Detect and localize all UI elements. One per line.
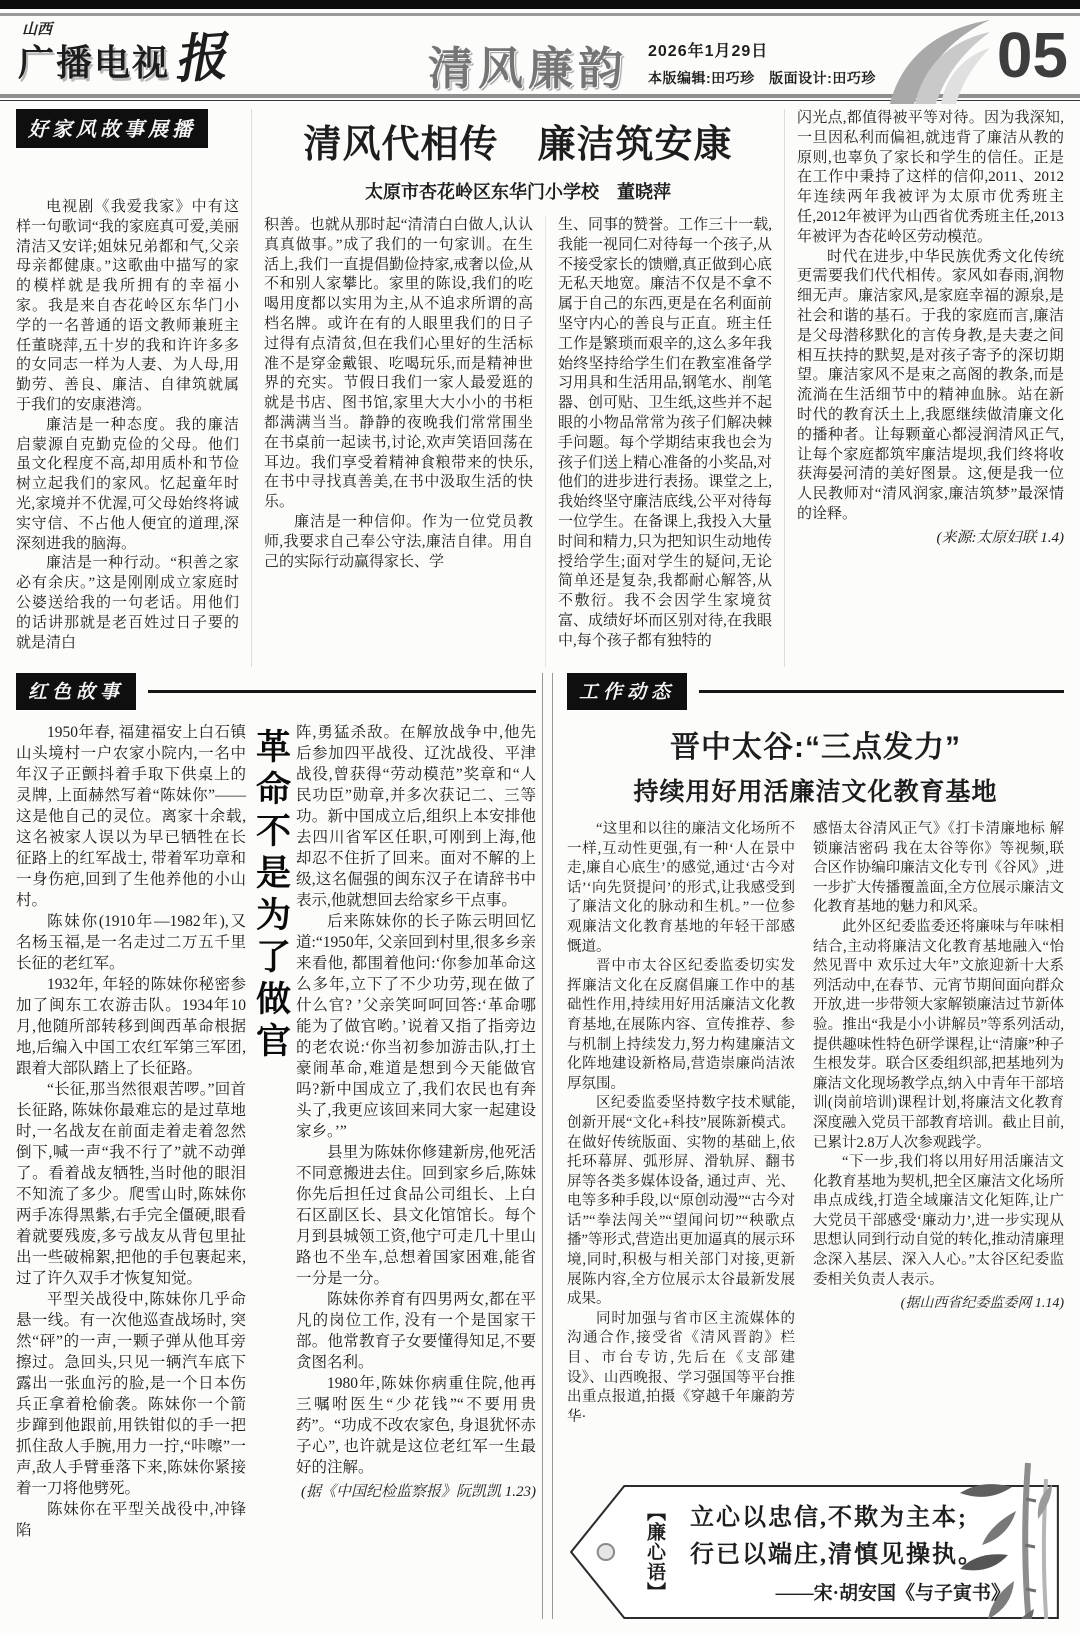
paragraph: 同时加强与省市区主流媒体的沟通合作,接受省《清风晋韵》栏目、市台专访,先后在《支部建设》、山西晚报、学习强国等平台推出重点报道,拍摄《穿越千年廉韵芳华· [567, 1310, 795, 1425]
paragraph: 1980年,陈妹你病重住院,他再三嘱咐医生“少花钱”“不要用贵药”。“功成不改农家色, 身退犹怀赤子心”, 也许就是这位老红军一生最好的注解。 [296, 1375, 536, 1476]
red-story-column-1 [16, 722, 246, 1602]
page-number: 05 [996, 19, 1068, 91]
family-intro-column [16, 109, 252, 667]
section-title: 清风廉韵 [428, 44, 629, 94]
logo-region-text: 山西 [22, 22, 53, 38]
work-news-headline [567, 722, 1064, 808]
work-headline-line1: 晋中太谷:“三点发力” [670, 731, 961, 764]
quote-line-2: 行已以端庄,清慎见操执。 [690, 1541, 984, 1568]
tag-hole-icon [598, 1544, 614, 1560]
vertical-headline-strip [246, 722, 296, 1602]
family-article-middle [252, 109, 784, 667]
article-source: (来源:太原妇联 1.4) [936, 529, 1064, 546]
red-story-vertical-headline: 革命不是为了做官 [251, 728, 291, 1064]
red-story-rule [148, 690, 536, 693]
work-news-badge: 工作动态 [567, 673, 687, 710]
article-title: 清风代相传 廉洁筑安康 [303, 124, 733, 166]
paragraph: 廉洁是一种信仰。作为一位党员教师,我要求自己奉公守法,廉洁自律。用自己的实际行动赢得家长、学 [264, 513, 533, 570]
page-corner-swoosh [852, 20, 992, 104]
paragraph: 生、同事的赞誉。工作三十一载,我能一视同仁对待每一个孩子,从不接受家长的馈赠,真正做到心底无私天地宽。廉洁不仅是不拿不属于自己的东西,更是在名利面前坚守内心的善良与正直。班主任工作是繁琐而艰辛的,这么多年我始终坚持给学生们在教室准备学习用具和生活用品,钢笔水、削笔器、创可贴、卫生纸,这些并不起眼的小物品常常为孩子们解决棘手问题。每个学期结束我也会为孩子们送上精心准备的小奖品,对他们的进步进行表扬。课堂之上,我始终坚守廉洁底线,公平对待每一位学生。在备课上,我投入大量时间和精力,只为把知识生动地传授给学生;面对学生的疑问,无论简单还是复杂,我都耐心解答,从不敷衍。我不会因学生家境贫富、成绩好坏而区别对待,在我眼中,每个孩子都有独特的 [558, 217, 772, 649]
paragraph: 1932年, 年轻的陈妹你秘密参加了闽东工农游击队。1934年10月,他随所部转移到闽西革命根据地,后编入中国工农红军第三军团,跟着大部队踏上了长征路。 [16, 976, 246, 1077]
paragraph: 电视剧《我爱我家》中有这样一句歌词“我的家庭真可爱,美丽清洁又安详;姐妹兄弟都和气,父亲母亲都健康。”这歌曲中描写的家的模样就是我所拥有的幸福小家。我是来自杏花岭区东华门小学的一名普通的语文教师兼班主任董晓萍,五十岁的我和许许多多的女同志一样为人妻、为人母,用勤劳、善良、廉洁、自律筑就属于我们的安康港湾。 [16, 199, 239, 413]
red-story-badge: 红色故事 [16, 673, 136, 710]
date-block [648, 38, 876, 88]
article-column-3 [784, 109, 1064, 667]
paragraph: 区纪委监委坚持数字技术赋能,创新开展“文化+科技”展陈新模式。在做好传统版面、实物的基础上,依托环幕屏、弧形屏、滑轨屏、翻书屏等各类多媒体设备, 通过声、光、电等多种手段,以“原创动漫”“古今对话”“拳法闯关”“望闻问切”“秧歌点播”等形式,营造出更加逼真的展示环境,同时,积极与相关部门对接,更新展陈内容,全方位展示太谷最新发展成果。 [567, 1095, 795, 1308]
paragraph: 此外区纪委监委还将廉味与年味相结合,主动将廉洁文化教育基地融入“怡然见晋中 欢乐过大年”文旅迎新十大系列活动中,在春节、元宵节期间面向群众开放,进一步带领大家解锁廉洁过节新体验。推出“我是小小讲解员”等系列活动, 提供趣味性特色研学课程,让“清廉”种子生根发芽。联合区委组织部,把基地列为廉洁文化现场教学点,纳入中青年干部培训(岗前培训)课程计划,将廉洁文化教育深度融入党员干部教育培训。截止目前, 已累计2.8万人次参观践学。 [813, 918, 1064, 1151]
quote-line-1: 立心以忠信,不欺为主本; [690, 1504, 968, 1531]
family-story-badge: 好家风故事展播 [16, 109, 208, 148]
article-column-2 [546, 216, 772, 667]
quote-attribution: ——宋·胡安国《与子寅书》 [775, 1582, 1010, 1604]
paragraph: 积善。也就从那时起“清清白白做人,认认真真做事。”成了我们的一句家训。在生活上,我们一直提倡勤俭持家,戒奢以俭,从不和别人家攀比。家里的陈设,我们的吃喝用度都以实用为主,从不追求所谓的高档名牌。或许在有的人眼里我们的日子过得有点清贫,但在我们心里好的生活标准不是穿金戴银、吃喝玩乐,而是精神世界的充实。节假日我们一家人最爱逛的就是书店、图书馆,家里大大小小的书柜都满满当当。静静的夜晚我们常常围坐在书桌前一起读书,讨论,欢声笑语回荡在耳边。我们享受着精神食粮带来的快乐,在书中寻找真善美,在书中汲取生活的快乐。 [264, 217, 533, 511]
paragraph: 1950年春, 福建福安上白石镇山头境村一户农家小院内,一名中年汉子正颤抖着手取下供桌上的灵牌, 上面赫然写着“陈妹你”——这是他自己的灵位。离家十余载,这名被家人误以为早已牺牲在长征路上的红军战士, 带着军功章和一身伤疤,回到了生他养他的小山村。 [16, 724, 246, 909]
logo-brand-text: 广播电视 [18, 41, 171, 83]
red-story-source: (据《中国纪检监察报》阮凯凯 1.23) [301, 1484, 536, 1500]
logo-brand-suffix: 报 [172, 29, 228, 90]
family-story-section [0, 101, 1080, 667]
article-byline: 太原市杏花岭区东华门小学校 董晓萍 [365, 182, 671, 202]
red-story-section [16, 673, 536, 1619]
section-divider [542, 673, 553, 1619]
top-black-bar [0, 0, 1080, 9]
paragraph: 平型关战役中,陈妹你几乎命悬一线。有一次他巡查战场时, 突然“砰”的一声,一颗子弹从他耳旁擦过。急回头,只见一辆汽车底下露出一张血污的脸,是一个日本伤兵正拿着枪偷袭。陈妹你一个箭步蹿到他跟前,用铁钳似的手一把抓住敌人手腕,用力一拧,“咔嚓”一声,敌人手臂垂落下来,陈妹你紧接着一刀将他劈死。 [16, 1291, 246, 1497]
work-news-column-2 [805, 820, 1064, 1455]
paragraph: 廉洁是一种行动。“积善之家必有余庆。”这是刚刚成立家庭时公婆送给我的一句老话。用他们的话讲那就是老百姓过日子要的就是清白 [16, 555, 239, 651]
paragraph: 感悟太谷清风正气》《打卡清廉地标 解锁廉洁密码 我在太谷等你》等视频,联合区作协编印廉洁文化专刊《谷风》,进一步扩大传播覆盖面,全方位展示廉洁文化教育基地的魅力和风采。 [813, 821, 1064, 916]
work-news-section [559, 673, 1064, 1619]
paragraph: 廉洁是一种态度。我的廉洁启蒙源自克勤克俭的父母。他们虽文化程度不高,却用质朴和节俭树立起我们的家风。忆起童年时光,家境并不优渥,可父母始终将诚实守信、不占他人便宜的道理,深深刻进我的脑海。 [16, 416, 239, 552]
bottom-sections [0, 667, 1080, 1619]
article-column-1 [264, 216, 546, 667]
work-news-rule [699, 690, 1064, 693]
paragraph: “长征,那当然很艰苦啰。”回首长征路, 陈妹你最难忘的是过草地时,一名战友在前面走着走着忽然倒下,喊一声“我不行了”就不动弹了。看着战友牺牲,当时他的眼泪不知流了多少。爬雪山时,陈妹你两手冻得黑紫,右手完全僵硬,眼看着就要残废,多亏战友从背包里扯出一些破棉絮,把他的手包裹起来,过了许久双手才恢复知觉。 [16, 1081, 246, 1287]
paragraph: 时代在进步,中华民族优秀文化传统更需要我们代代相传。家风如春雨,润物细无声。廉洁家风,是家庭幸福的源泉,是社会和谐的基石。于我的家庭而言,廉洁是父母潜移默化的言传身教,是夫妻之间相互扶持的默契,是对孩子寄予的深切期望。廉洁家风不是束之高阁的教条,而是流淌在生活细节中的精神血脉。站在新时代的教育沃土上,我愿继续做清廉文化的播种者。让每颗童心都浸润清风正气,让每个家庭都筑牢廉洁堤坝,我们终将收获海晏河清的美好图景。这,便是我一位人民教师对“清风润家,廉洁筑梦”最深情的诠释。 [797, 248, 1064, 522]
quote-label: 【廉心语】 [644, 1502, 665, 1603]
paragraph: 陈妹你在平型关战役中,冲锋陷 [16, 1501, 246, 1539]
family-intro-paragraphs [16, 198, 239, 653]
paragraph: 晋中市太谷区纪委监委切实发挥廉洁文化在反腐倡廉工作中的基础性作用,持续用好用活廉洁文化教育基地,在展陈内容、宣传推荐、参与机制上持续发力,努力构建廉洁文化阵地建设新格局,营造崇廉尚洁浓厚氛围。 [567, 958, 795, 1092]
paragraph: 县里为陈妹你修建新房,他死活不同意搬进去住。回到家乡后,陈妹你先后担任过食品公司组长、上白石区副区长、县文化馆馆长。每个月到县城领工资,他宁可走几十里山路也不坐车,总想着国家困难,能省一分是一分。 [296, 1144, 536, 1287]
paragraph: “下一步,我们将以用好用活廉洁文化教育基地为契机,把全区廉洁文化场所串点成线,打造全域廉洁文化矩阵,让广大党员干部感受‘廉动力’,进一步实现从思想认同到行动自觉的转化,推动清廉理念深入基层、深入人心。”太谷区纪委监委相关负责人表示。 [813, 1154, 1064, 1288]
masthead-logo [18, 18, 268, 90]
work-headline-line2: 持续用好用活廉洁文化教育基地 [633, 778, 998, 806]
paragraph: 后来陈妹你的长子陈云明回忆道:“1950年, 父亲回到村里,很多乡亲来看他, 都围着他问:‘你参加革命这么多年,立下了不少功劳,现在做了什么官? ’父亲笑呵呵回答:‘革命哪能为了做官哟。’说着又指了指旁边的老农说:‘你当初参加游击队,打土豪闹革命,难道是想到今天能做官吗?新中国成立了,我们农民也有奔头了,我更应该回来同大家一起建设家乡。’” [296, 913, 536, 1140]
work-news-source: (据山西省纪委监委网 1.14) [900, 1296, 1064, 1312]
paragraph: 阵,勇猛杀敌。在解放战争中,他先后参加四平战役、辽沈战役、平津战役,曾获得“劳动模范”奖章和“人民功臣”勋章,并多次获记二、三等功。新中国成立后,组织上本安排他去四川省军区任职,可刚到上海,他却忍不住折了回来。面对不解的上级,这名倔强的闽东汉子在请辞书中表示,他就想回去给家乡干点事。 [296, 724, 536, 909]
paragraph: 闪光点,都值得被平等对待。因为我深知,一旦因私利而偏袒,就违背了廉洁从教的原则,也辜负了家长和学生的信任。正是在工作中秉持了这样的信仰,2011、2012年连续两年我被评为太原市优秀班主任,2012年被评为山西省优秀班主任,2013年被评为杏花岭区劳动模范。 [797, 110, 1064, 245]
paragraph: 陈妹你(1910年—1982年),又名杨玉福,是一名走过二万五千里长征的老红军。 [16, 913, 246, 972]
paragraph: “这里和以往的廉洁文化场所不一样,互动性更强,有一种‘人在景中走,廉自心底生’的感觉,通过‘古今对话’‘向先贤提问’的形式,让我感受到了廉洁文化的脉动和生机。”一位参观廉洁文化教育基地的年轻干部感慨道。 [567, 821, 795, 955]
work-news-column-1 [567, 820, 805, 1455]
red-story-column-2 [296, 722, 536, 1602]
honest-heart-quote-box [567, 1477, 1064, 1619]
issue-date: 2026年1月29日 [648, 43, 769, 60]
masthead [0, 16, 1080, 94]
paragraph: 陈妹你养育有四男两女,都在平凡的岗位工作, 没有一个是国家干部。他常教育子女要懂得知足,不要贪图名利。 [296, 1291, 536, 1371]
editor-line: 本版编辑:田巧珍 版面设计:田巧珍 [648, 70, 876, 86]
